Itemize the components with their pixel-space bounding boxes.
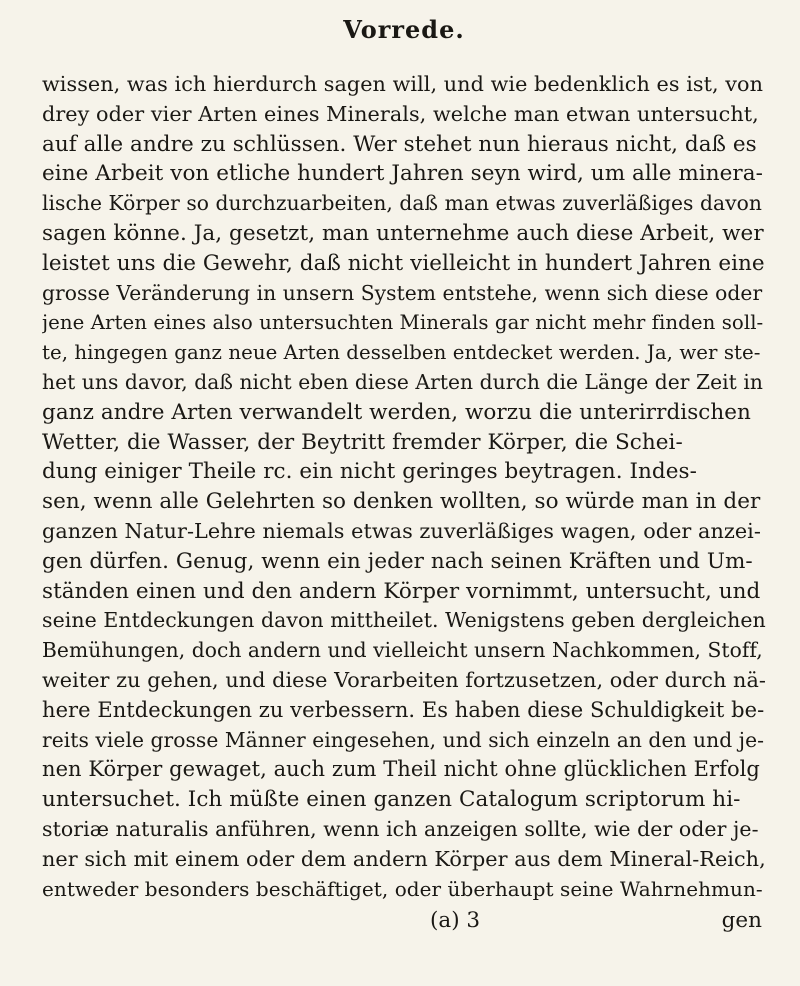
text-line: jene Arten eines also untersuchten Minerals gar nicht mehr finden soll- [42, 311, 764, 335]
catchword: gen [721, 908, 762, 934]
running-title: Vorrede. [343, 15, 465, 44]
text-line: het uns davor, daß nicht eben diese Arten durch die Länge der Zeit in [42, 369, 763, 394]
text-line: ner sich mit einem oder dem andern Körper aus dem Mineral-Reich, [42, 846, 766, 871]
text-line: storiæ naturalis anführen, wenn ich anzeigen sollte, wie der oder je- [42, 816, 759, 841]
text-line: ganz andre Arten verwandelt werden, worzu die unterirrdischen [42, 399, 751, 425]
text-line: sagen könne. Ja, gesetzt, man unternehme auch diese Arbeit, wer [42, 220, 764, 246]
text-line: sen, wenn alle Gelehrten so denken wollten, so würde man in der [42, 489, 761, 515]
text-line: weiter zu gehen, und diese Vorarbeiten fortzusetzen, oder durch nä- [42, 667, 766, 692]
text-line: seine Entdeckungen davon mittheilet. Wenigstens geben dergleichen [42, 608, 766, 633]
text-line: auf alle andre zu schlüssen. Wer stehet nun hieraus nicht, daß es [42, 131, 757, 157]
text-line: wissen, was ich hierdurch sagen will, und wie bedenklich es ist, von [42, 72, 763, 96]
text-line: ganzen Natur-Lehre niemals etwas zuverläßiges wagen, oder anzei- [42, 518, 761, 543]
text-line: entweder besonders beschäftiget, oder überhaupt seine Wahrnehmun- [42, 876, 763, 901]
text-line: Wetter, die Wasser, der Beytritt fremder Körper, die Schei- [42, 429, 683, 455]
text-line: Bemühungen, doch andern und vielleicht unsern Nachkommen, Stoff, [42, 638, 763, 663]
text-line: te, hingegen ganz neue Arten desselben entdecket werden. Ja, wer ste- [42, 341, 761, 365]
text-line: dung einiger Theile rc. ein nicht geringes beytragen. Indes- [42, 459, 697, 485]
text-line: grosse Veränderung in unsern System entstehe, wenn sich diese oder [42, 280, 763, 305]
text-line: gen dürfen. Genug, wenn ein jeder nach seinen Kräften und Um- [42, 548, 753, 574]
page-footer [42, 906, 766, 936]
signature-mark: (a) 3 [430, 908, 481, 934]
text-line: untersuchet. Ich müßte einen ganzen Catalogum scriptorum hi- [42, 787, 741, 813]
text-line: reits viele grosse Männer eingesehen, und sich einzeln an den und je- [42, 727, 764, 752]
text-line: ständen einen und den andern Körper vornimmt, untersucht, und [42, 578, 761, 604]
text-line: eine Arbeit von etliche hundert Jahren seyn wird, um alle minera- [42, 161, 763, 187]
text-line: nen Körper gewaget, auch zum Theil nicht ohne glücklichen Erfolg [42, 757, 760, 782]
text-line: drey oder vier Arten eines Minerals, welche man etwan untersucht, [42, 101, 759, 126]
text-line: here Entdeckungen zu verbessern. Es haben diese Schuldigkeit be- [42, 697, 765, 722]
text-line: leistet uns die Gewehr, daß nicht vielleicht in hundert Jahren eine [42, 250, 765, 276]
text-line: lische Körper so durchzuarbeiten, daß man etwas zuverläßiges davon [42, 191, 762, 216]
body-text [42, 70, 766, 904]
